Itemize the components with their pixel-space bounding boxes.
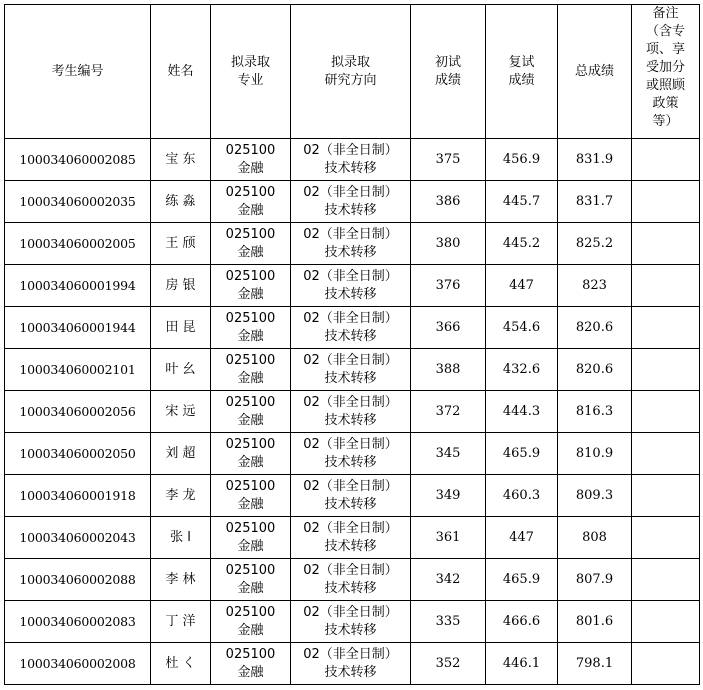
cell-exam-id: 100034060002056	[5, 391, 151, 433]
cell-exam-id: 100034060002083	[5, 601, 151, 643]
cell-name: 练 淼	[151, 181, 211, 223]
cell-total-score: 820.6	[558, 349, 632, 391]
cell-exam-id: 100034060002050	[5, 433, 151, 475]
cell-major: 025100 金融	[211, 559, 291, 601]
table-row	[5, 643, 700, 685]
cell-direction: 02（非全日制） 技术转移	[291, 223, 411, 265]
cell-note	[632, 475, 700, 517]
cell-exam-id: 100034060002008	[5, 643, 151, 685]
header-retest-score: 复试 成绩	[486, 5, 558, 139]
table-row	[5, 475, 700, 517]
cell-direction: 02（非全日制） 技术转移	[291, 517, 411, 559]
cell-name: 李 林	[151, 559, 211, 601]
cell-retest-score: 454.6	[486, 307, 558, 349]
table-row	[5, 559, 700, 601]
table-row	[5, 601, 700, 643]
header-prelim-score: 初试 成绩	[411, 5, 486, 139]
table-row	[5, 223, 700, 265]
cell-total-score: 831.9	[558, 139, 632, 181]
table-row	[5, 391, 700, 433]
cell-retest-score: 447	[486, 517, 558, 559]
cell-retest-score: 465.9	[486, 559, 558, 601]
cell-note	[632, 559, 700, 601]
cell-total-score: 823	[558, 265, 632, 307]
cell-total-score: 809.3	[558, 475, 632, 517]
cell-prelim-score: 352	[411, 643, 486, 685]
cell-retest-score: 460.3	[486, 475, 558, 517]
cell-prelim-score: 342	[411, 559, 486, 601]
cell-prelim-score: 345	[411, 433, 486, 475]
header-major: 拟录取 专业	[211, 5, 291, 139]
cell-total-score: 810.9	[558, 433, 632, 475]
cell-retest-score: 466.6	[486, 601, 558, 643]
cell-name: 张 l	[151, 517, 211, 559]
cell-exam-id: 100034060002088	[5, 559, 151, 601]
cell-prelim-score: 372	[411, 391, 486, 433]
cell-name: 房 银	[151, 265, 211, 307]
cell-total-score: 807.9	[558, 559, 632, 601]
cell-major: 025100 金融	[211, 517, 291, 559]
cell-note	[632, 601, 700, 643]
cell-retest-score: 445.2	[486, 223, 558, 265]
table-row	[5, 139, 700, 181]
cell-note	[632, 391, 700, 433]
cell-direction: 02（非全日制） 技术转移	[291, 349, 411, 391]
cell-exam-id: 100034060002101	[5, 349, 151, 391]
cell-note	[632, 643, 700, 685]
table-row	[5, 265, 700, 307]
cell-direction: 02（非全日制） 技术转移	[291, 559, 411, 601]
cell-note	[632, 181, 700, 223]
cell-retest-score: 445.7	[486, 181, 558, 223]
cell-name: 杜 く	[151, 643, 211, 685]
cell-major: 025100 金融	[211, 433, 291, 475]
header-note: 备注 （含专 项、享 受加分 或照顾 政策 等）	[632, 5, 700, 139]
cell-major: 025100 金融	[211, 349, 291, 391]
header-total-score: 总成绩	[558, 5, 632, 139]
header-name: 姓名	[151, 5, 211, 139]
table-row	[5, 307, 700, 349]
cell-direction: 02（非全日制） 技术转移	[291, 475, 411, 517]
cell-major: 025100 金融	[211, 139, 291, 181]
cell-prelim-score: 388	[411, 349, 486, 391]
cell-prelim-score: 375	[411, 139, 486, 181]
cell-direction: 02（非全日制） 技术转移	[291, 139, 411, 181]
cell-prelim-score: 361	[411, 517, 486, 559]
cell-note	[632, 517, 700, 559]
table-row	[5, 181, 700, 223]
cell-major: 025100 金融	[211, 475, 291, 517]
cell-direction: 02（非全日制） 技术转移	[291, 643, 411, 685]
cell-direction: 02（非全日制） 技术转移	[291, 181, 411, 223]
cell-note	[632, 349, 700, 391]
cell-major: 025100 金融	[211, 223, 291, 265]
cell-retest-score: 456.9	[486, 139, 558, 181]
table-body	[5, 139, 700, 685]
cell-total-score: 831.7	[558, 181, 632, 223]
cell-major: 025100 金融	[211, 601, 291, 643]
table-row	[5, 517, 700, 559]
cell-retest-score: 444.3	[486, 391, 558, 433]
cell-major: 025100 金融	[211, 643, 291, 685]
header-direction: 拟录取 研究方向	[291, 5, 411, 139]
cell-prelim-score: 386	[411, 181, 486, 223]
cell-note	[632, 433, 700, 475]
cell-note	[632, 307, 700, 349]
cell-name: 田 昆	[151, 307, 211, 349]
cell-major: 025100 金融	[211, 391, 291, 433]
cell-name: 王 颀	[151, 223, 211, 265]
cell-prelim-score: 366	[411, 307, 486, 349]
table-row	[5, 349, 700, 391]
cell-major: 025100 金融	[211, 181, 291, 223]
cell-name: 刘 超	[151, 433, 211, 475]
cell-name: 宋 远	[151, 391, 211, 433]
cell-prelim-score: 335	[411, 601, 486, 643]
cell-major: 025100 金融	[211, 307, 291, 349]
cell-exam-id: 100034060001944	[5, 307, 151, 349]
cell-retest-score: 465.9	[486, 433, 558, 475]
cell-retest-score: 446.1	[486, 643, 558, 685]
cell-prelim-score: 376	[411, 265, 486, 307]
cell-total-score: 801.6	[558, 601, 632, 643]
cell-direction: 02（非全日制） 技术转移	[291, 601, 411, 643]
cell-total-score: 816.3	[558, 391, 632, 433]
cell-exam-id: 100034060002005	[5, 223, 151, 265]
cell-prelim-score: 349	[411, 475, 486, 517]
admission-score-table	[4, 4, 700, 685]
cell-note	[632, 223, 700, 265]
cell-retest-score: 447	[486, 265, 558, 307]
cell-exam-id: 100034060002043	[5, 517, 151, 559]
cell-note	[632, 265, 700, 307]
cell-direction: 02（非全日制） 技术转移	[291, 307, 411, 349]
cell-total-score: 825.2	[558, 223, 632, 265]
cell-exam-id: 100034060002035	[5, 181, 151, 223]
table-row	[5, 433, 700, 475]
header-exam-id: 考生编号	[5, 5, 151, 139]
cell-exam-id: 100034060002085	[5, 139, 151, 181]
cell-exam-id: 100034060001994	[5, 265, 151, 307]
cell-name: 丁 洋	[151, 601, 211, 643]
cell-total-score: 808	[558, 517, 632, 559]
cell-direction: 02（非全日制） 技术转移	[291, 391, 411, 433]
cell-retest-score: 432.6	[486, 349, 558, 391]
cell-name: 叶 幺	[151, 349, 211, 391]
table-header-row	[5, 5, 700, 139]
cell-major: 025100 金融	[211, 265, 291, 307]
cell-exam-id: 100034060001918	[5, 475, 151, 517]
cell-prelim-score: 380	[411, 223, 486, 265]
cell-note	[632, 139, 700, 181]
cell-direction: 02（非全日制） 技术转移	[291, 265, 411, 307]
cell-name: 宝 东	[151, 139, 211, 181]
cell-total-score: 798.1	[558, 643, 632, 685]
cell-name: 李 龙	[151, 475, 211, 517]
cell-total-score: 820.6	[558, 307, 632, 349]
cell-direction: 02（非全日制） 技术转移	[291, 433, 411, 475]
